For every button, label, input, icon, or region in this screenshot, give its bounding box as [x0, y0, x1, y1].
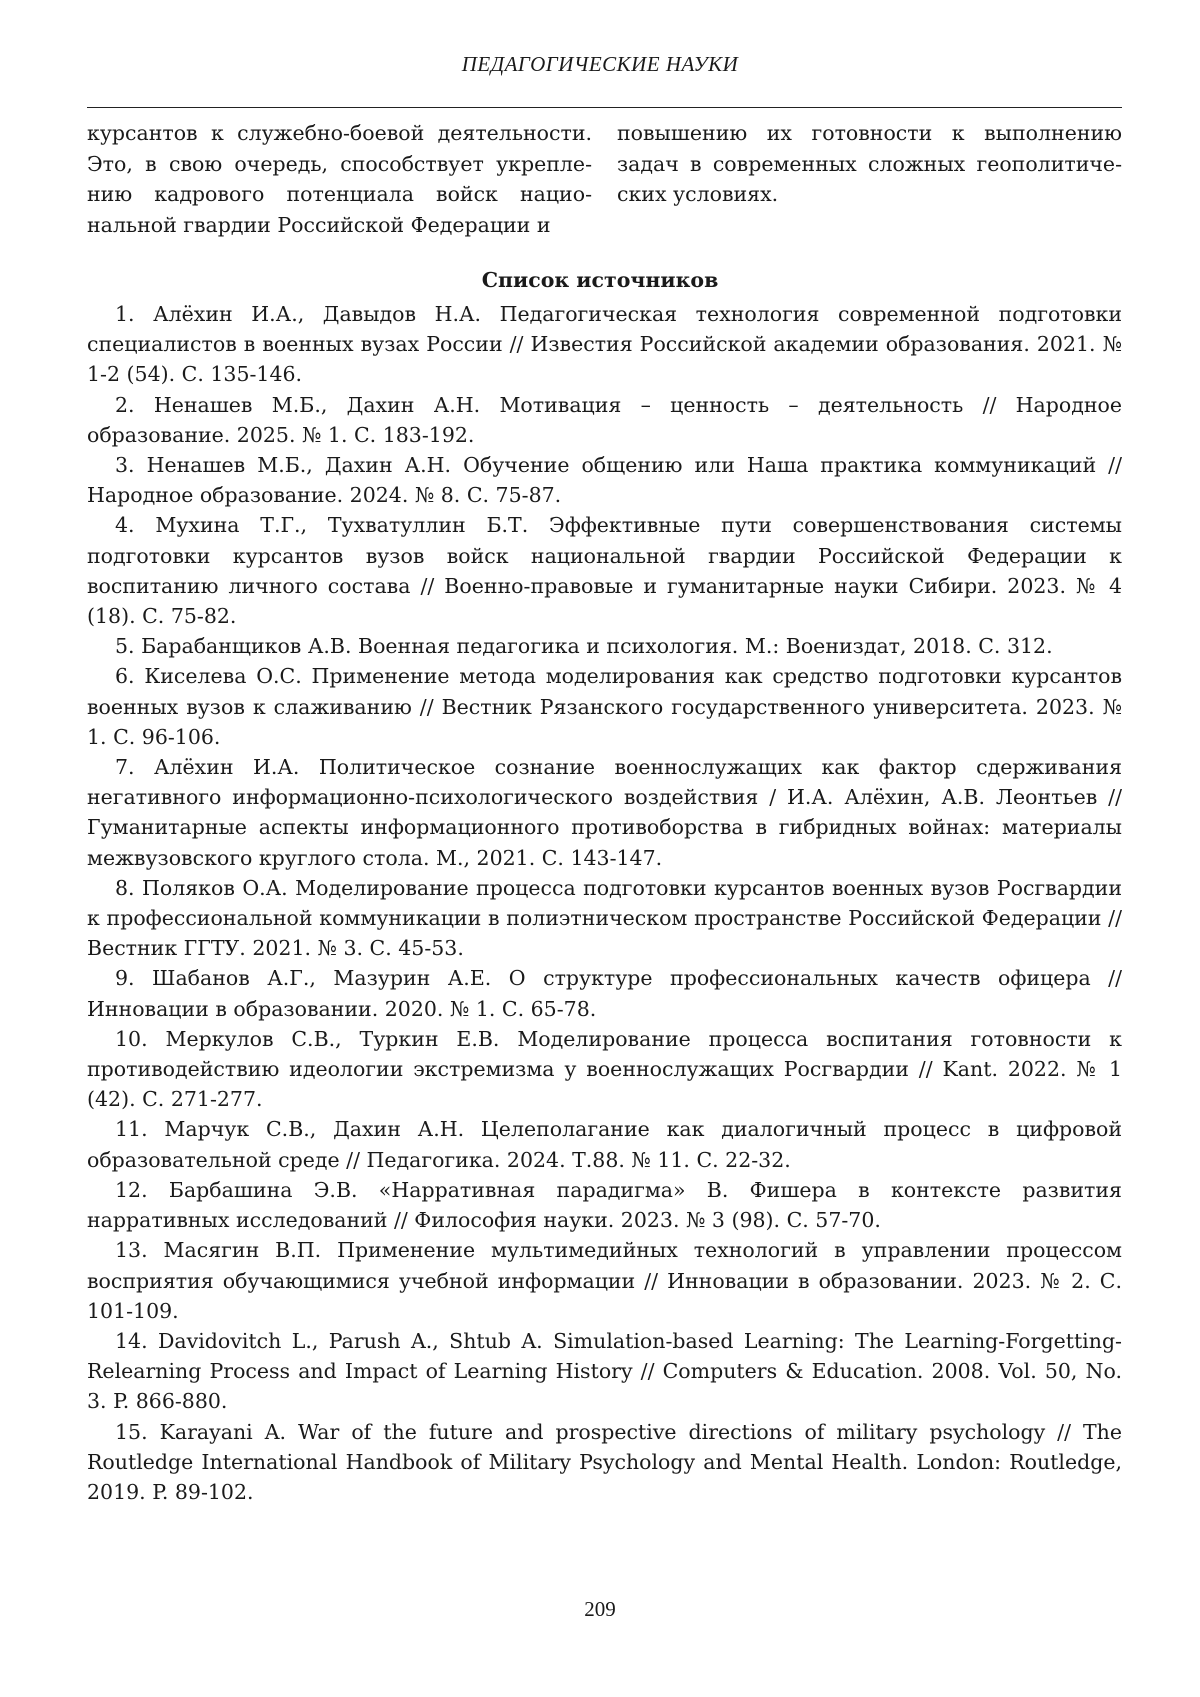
references-list [87, 299, 1122, 1507]
body-text-columns [87, 118, 1122, 240]
running-head: ПЕДАГОГИЧЕСКИЕ НАУКИ [461, 52, 739, 76]
reference-item: 6. Киселева О.С. Применение метода моделирования как средство подготовки курсантов военных вузов к слаживанию // Вестник Рязанского государственного университета. 2023. № 1. С. 96-106. [87, 664, 1122, 749]
header-divider [87, 107, 1122, 108]
reference-item: 12. Барбашина Э.В. «Нарративная парадигма» В. Фишера в контексте развития нарративных исследований // Философия науки. 2023. № 3 (98). С. 57-70. [87, 1177, 1122, 1233]
reference-item: 7. Алёхин И.А. Политическое сознание военнослужащих как фактор сдерживания негативного информационно-психологического воздействия / И.А. Алёхин, А.В. Леонтьев // Гуманитарные аспекты информационного противоборства в гибридных войнах: материалы межвузовского круглого стола. М., 2021. С. 143-147. [87, 755, 1122, 870]
reference-item: 11. Марчук С.В., Дахин А.Н. Целеполагание как диалогичный процесс в цифровой образовательной среде // Педагогика. 2024. Т.88. № 11. С. 22-32. [87, 1117, 1122, 1172]
reference-item: 5. Барабанщиков А.В. Военная педагогика и психология. М.: Воениздат, 2018. С. 312. [115, 634, 1053, 659]
reference-item: 2. Ненашев М.Б., Дахин А.Н. Мотивация – ценность – деятельность // Народное образование. 2025. № 1. С. 183-192. [87, 392, 1122, 447]
reference-item: 14. Davidovitch L., Parush A., Shtub A. Simulation-based Learning: The Learning-Forgetting-Relearning Process and Impact of Learning History // Computers & Education. 2008. Vol. 50, No. 3. P. 866-880. [87, 1328, 1122, 1414]
reference-item: 1. Алёхин И.А., Давыдов Н.А. Педагогическая технология современной подготовки специалистов в военных вузах России // Известия Российской академии образования. 2021. № 1-2 (54). С. 135-146. [87, 302, 1122, 387]
reference-item: 10. Меркулов С.В., Туркин Е.В. Моделирование процесса воспитания готовности к противодействию идеологии экстремизма у военнослужащих Росгвардии // Kant. 2022. № 1 (42). С. 271-277. [87, 1026, 1122, 1112]
left-column-text: курсантов к служебно-боевой деятельности. Это, в свою очередь, способствует укреплению кадрового потенциала войск национальной гвардии Российской Федерации и [87, 121, 592, 237]
reference-item: 4. Мухина Т.Г., Тухватуллин Б.Т. Эффективные пути совершенствования системы подготовки курсантов вузов войск национальной гвардии Российской Федерации к воспитанию личного состава // Военно-правовые и гуманитарные науки Сибири. 2023. № 4 (18). С. 75-82. [87, 513, 1122, 629]
references-heading: Список источников [481, 268, 719, 292]
page-number: 209 [584, 1597, 616, 1621]
right-column-text: повышению их готовности к выполнению задач в современных сложных геополитических условиях. [617, 121, 1122, 206]
reference-item: 3. Ненашев М.Б., Дахин А.Н. Обучение общению или Наша практика коммуникаций // Народное образование. 2024. № 8. С. 75-87. [87, 453, 1122, 508]
reference-item: 9. Шабанов А.Г., Мазурин А.Е. О структуре профессиональных качеств офицера // Инновации в образовании. 2020. № 1. С. 65-78. [87, 966, 1122, 1021]
reference-item: 8. Поляков О.А. Моделирование процесса подготовки курсантов военных вузов Росгвардии к профессиональной коммуникации в полиэтническом пространстве Российской Федерации // Вестник ГГТУ. 2021. № 3. С. 45-53. [87, 875, 1122, 961]
reference-item: 15. Karayani A. War of the future and prospective directions of military psychology // The Routledge International Handbook of Military Psychology and Mental Health. London: Routledge, 2019. P. 89-102. [87, 1419, 1122, 1504]
reference-item: 13. Масягин В.П. Применение мультимедийных технологий в управлении процессом восприятия обучающимися учебной информации // Инновации в образовании. 2023. № 2. С. 101-109. [87, 1238, 1122, 1323]
